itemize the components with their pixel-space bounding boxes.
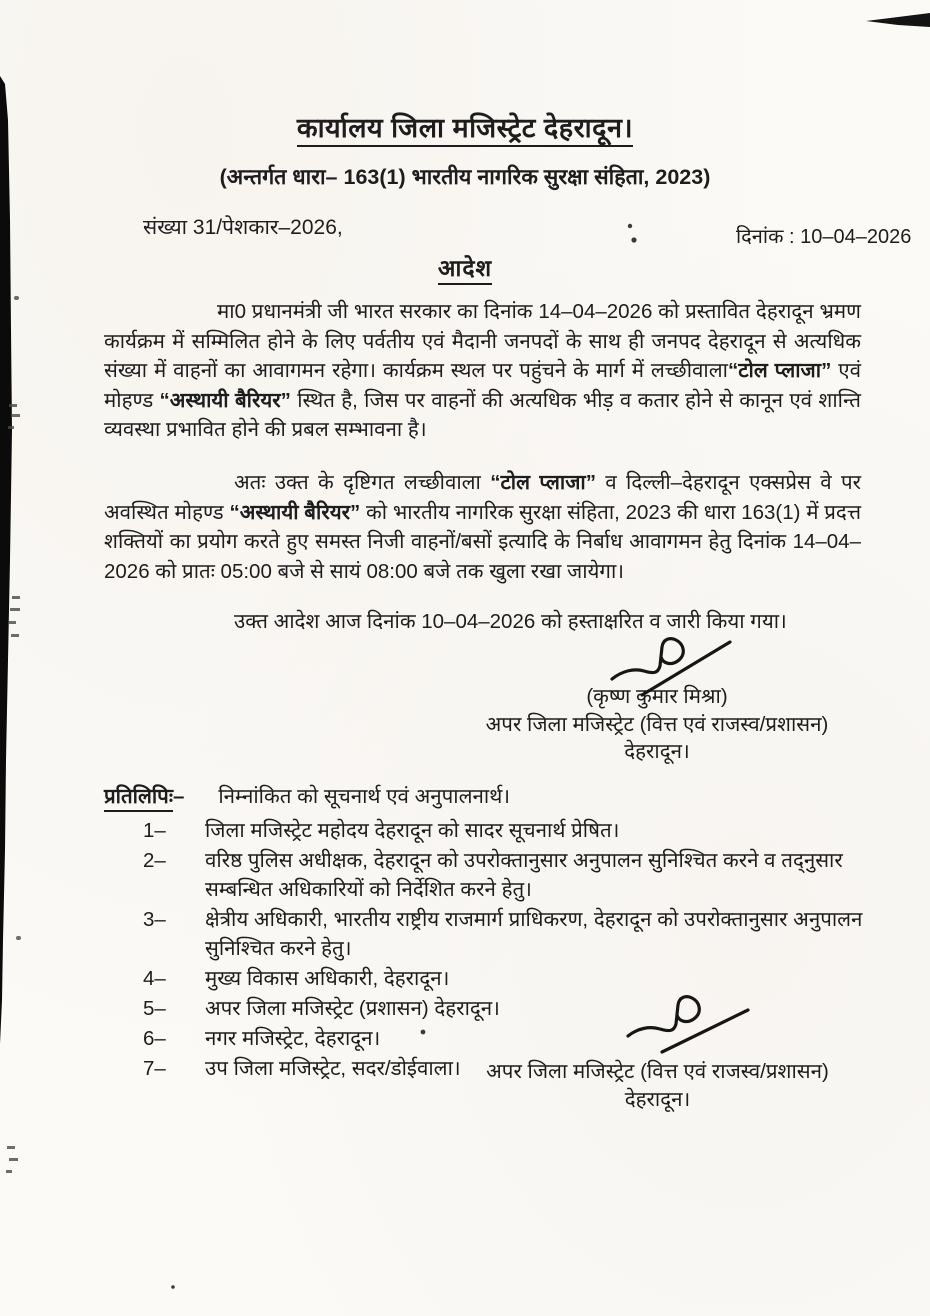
countersign-block xyxy=(450,1058,865,1113)
item-text: वरिष्ठ पुलिस अधीक्षक, देहरादून को उपरोक्तानुसार अनुपालन सुनिश्चित करने व तद्नुसार सम्बन्धित अधिकारियों को निर्देशित करने हेतु। xyxy=(205,849,843,901)
copy-label: प्रतिलिपिः xyxy=(104,785,173,812)
office-title xyxy=(0,108,930,145)
copy-heading xyxy=(104,782,510,810)
copy-list-item xyxy=(143,846,870,904)
copy-note: निम्नांकित को सूचनार्थ एवं अनुपालनार्थ। xyxy=(218,785,511,808)
countersign-designation: अपर जिला मजिस्ट्रेट (वित्त एवं राजस्व/प्रशासन) xyxy=(486,1060,829,1083)
item-number: 6– xyxy=(143,1027,166,1050)
order-heading-text: आदेश xyxy=(438,255,492,285)
signatory-designation: अपर जिला मजिस्ट्रेट (वित्त एवं राजस्व/प्रशासन) xyxy=(485,712,829,736)
toll-plaza-emphasis: “टोल प्लाजा” xyxy=(727,359,832,382)
barrier-emphasis: “अस्थायी बैरियर” xyxy=(159,388,291,412)
paragraph-text: व दिल्ली–देहरादून एक्सप्रेस वे पर अवस्थित मोहण्ड xyxy=(104,471,861,524)
copy-list xyxy=(143,816,870,1084)
item-text: अपर जिला मजिस्ट्रेट (प्रशासन) देहरादून। xyxy=(205,997,500,1020)
paragraph-text: स्थित है, जिस पर वाहनों की अत्यधिक भीड़ व कतार होने से कानून एवं शान्ति व्यवस्था प्रभावित होने की प्रबल सम्भावना है। xyxy=(104,388,861,441)
item-number: 1– xyxy=(143,819,166,842)
copy-list-item xyxy=(143,994,870,1023)
paragraph-text: मा0 प्रधानमंत्री जी भारत सरकार का दिनांक 14–04–2026 को प्रस्तावित देहरादून भ्रमण कार्यक्रम में सम्मिलित होने के लिए पर्वतीय एवं मैदानी जनपदों के साथ ही जनपद देहरादून से अत्यधिक संख्या में वाहनों का आवागमन रहेगा। कार्यक्रम स्थल पर पहुंचने के मार्ग में लच्छीवाला xyxy=(104,300,861,382)
item-text: नगर मजिस्ट्रेट, देहरादून। xyxy=(205,1027,381,1050)
paragraph-situation xyxy=(104,297,861,445)
copy-list-item xyxy=(143,905,870,963)
countersign-place: देहरादून। xyxy=(624,1087,691,1111)
signatory-name: (कृष्ण कुमार मिश्रा) xyxy=(586,685,728,708)
paragraph-order xyxy=(104,468,861,586)
paragraph-text: को भारतीय नागरिक सुरक्षा संहिता, 2023 की धारा 163(1) में प्रदत्त शक्तियों का प्रयोग करते हुए समस्त निजी वाहनों/बसों इत्यादि के निर्बाध आवागमन हेतु दिनांक 14–04–2026 को प्रातः 05:00 बजे से सायं 08:00 बजे तक खुला रखा जायेगा। xyxy=(104,500,861,583)
item-number: 7– xyxy=(143,1057,166,1080)
signature-scribble xyxy=(622,992,752,1056)
copy-list-item xyxy=(143,816,870,845)
item-number: 4– xyxy=(143,967,166,990)
item-text: क्षेत्रीय अधिकारी, भारतीय राष्ट्रीय राजमार्ग प्राधिकरण, देहरादून को उपरोक्तानुसार अनुपालन सुनिश्चित करने हेतु। xyxy=(205,908,863,960)
copy-list-item xyxy=(143,1024,870,1053)
item-number: 5– xyxy=(143,997,166,1020)
item-text: उप जिला मजिस्ट्रेट, सदर/डोईवाला। xyxy=(205,1057,461,1080)
page-edge-wedge xyxy=(866,13,930,27)
paragraph-issuance: उक्त आदेश आज दिनांक 10–04–2026 को हस्ताक्षरित व जारी किया गया। xyxy=(234,610,787,633)
item-text: मुख्य विकास अधिकारी, देहरादून। xyxy=(205,967,450,990)
toll-plaza-emphasis: “टोल प्लाजा” xyxy=(490,471,596,494)
item-number: 3– xyxy=(143,908,166,931)
item-number: 2– xyxy=(143,849,166,872)
paragraph-text: अतः उक्त के दृष्टिगत लच्छीवाला xyxy=(234,471,491,494)
signature-scribble xyxy=(606,633,736,699)
item-text: जिला मजिस्ट्रेट महोदय देहरादून को सादर सूचनार्थ प्रेषित। xyxy=(205,819,620,842)
copy-label-dash: – xyxy=(172,785,185,808)
act-subtitle: (अन्तर्गत धारा– 163(1) भारतीय नागरिक सुरक्षा संहिता, 2023) xyxy=(219,165,711,189)
left-scan-band xyxy=(0,76,12,1044)
order-heading xyxy=(0,251,930,283)
copy-list-item xyxy=(143,964,870,993)
signatory-place: देहरादून। xyxy=(624,740,690,763)
reference-number: संख्या 31/पेशकार–2026, xyxy=(143,216,343,239)
paragraph-text: एवं मोहण्ड xyxy=(104,359,861,412)
office-title-text: कार्यालय जिला मजिस्ट्रेट देहरादून। xyxy=(297,113,633,147)
barrier-emphasis: “अस्थायी बैरियर” xyxy=(229,500,361,524)
order-date: दिनांक : 10–04–2026 xyxy=(736,226,912,248)
binding-marks xyxy=(6,296,21,1173)
